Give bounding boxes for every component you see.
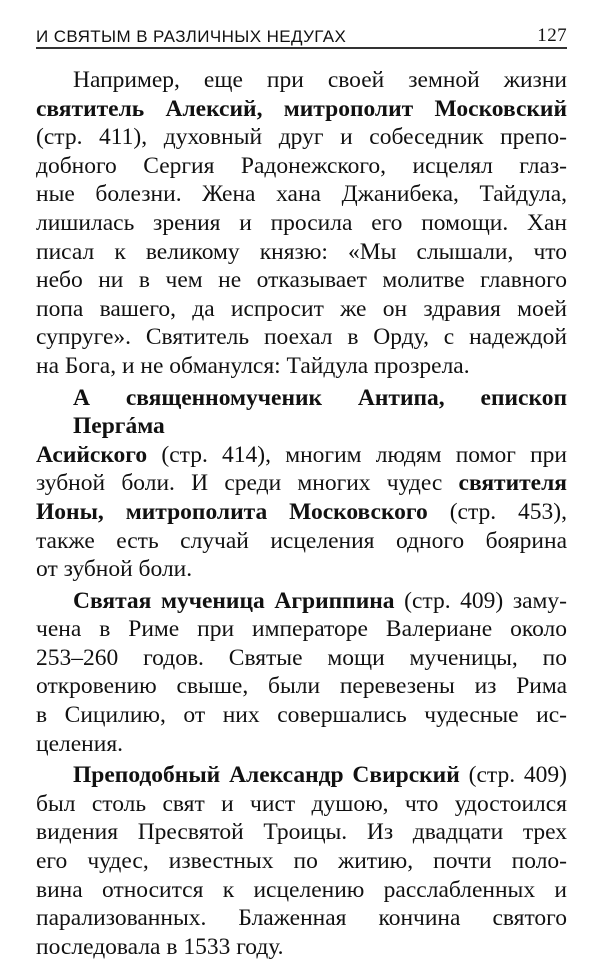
text-run: (стр. 409) xyxy=(459,762,567,789)
text-line xyxy=(36,761,567,790)
bold-name: святителя xyxy=(458,470,567,497)
text-line xyxy=(36,904,567,933)
text-line xyxy=(36,323,567,352)
text-line xyxy=(36,555,567,584)
text-line xyxy=(36,933,567,962)
text-run: чена в Риме при императоре Валериане около xyxy=(36,616,567,643)
bold-name: Святая мученица Агриппина xyxy=(73,587,395,614)
text-run: его чудес, известных по житию, почти поло- xyxy=(36,848,567,875)
text-run: 253–260 годов. Святые мощи мученицы, по xyxy=(36,644,567,671)
text-line xyxy=(36,95,567,124)
text-run: ные болезни. Жена хана Джанибека, Тайдула, xyxy=(36,181,567,208)
text-run: лишилась зрения и просила его помощи. Хан xyxy=(36,209,567,236)
text-run: также есть случай исцеления одного боярина xyxy=(36,527,567,554)
text-line xyxy=(36,818,567,847)
text-run: последовала в 1533 году. xyxy=(36,933,284,960)
paragraph xyxy=(36,384,567,584)
bold-name: святитель Алексий, митрополит Московский xyxy=(36,95,567,122)
text-run: был столь свят и чист душою, что удостоился xyxy=(36,790,567,817)
text-line xyxy=(36,790,567,819)
text-line xyxy=(36,876,567,905)
text-run: откровению свыше, были перевезены из Рима xyxy=(36,673,567,700)
bold-name: Преподобный Александр Свирский xyxy=(73,762,460,789)
running-head-title: И СВЯТЫМ В РАЗЛИЧНЫХ НЕДУГАХ xyxy=(36,27,347,46)
text-run: Например, еще при своей земной жизни xyxy=(73,67,567,93)
text-run: парализованных. Блаженная кончина святого xyxy=(36,905,567,932)
text-run: (стр. 409) заму- xyxy=(394,587,567,614)
running-head xyxy=(36,25,567,47)
text-run: (стр. 414), многим людям помог при xyxy=(147,441,567,468)
text-line xyxy=(36,352,567,381)
text-line xyxy=(36,672,567,701)
text-line xyxy=(36,66,567,95)
text-line xyxy=(36,615,567,644)
text-run: супруге». Святитель поехал в Орду, с надеждой xyxy=(36,324,567,351)
text-line xyxy=(36,266,567,295)
text-run: на Бога, и не обманулся: Тайдула прозрела. xyxy=(36,352,470,379)
text-run: добного Сергия Радонежского, исцелял глаз- xyxy=(36,152,567,179)
text-line xyxy=(36,847,567,876)
text-line xyxy=(36,209,567,238)
page-number: 127 xyxy=(537,25,567,46)
text-line xyxy=(36,123,567,152)
text-run: (стр. 453), xyxy=(427,498,567,525)
bold-name: Ионы, митрополита Московского xyxy=(36,498,428,525)
text-run: видения Пресвятой Троицы. Из двадцати трех xyxy=(36,819,567,846)
text-line xyxy=(36,527,567,556)
text-line xyxy=(36,238,567,267)
text-run: от зубной боли. xyxy=(36,556,193,583)
text-run: в Сицилию, от них совершались чудесные ис- xyxy=(36,702,567,729)
text-line xyxy=(36,730,567,759)
text-run: зубной боли. И среди многих чудес xyxy=(36,470,459,497)
text-run: (стр. 411), духовный друг и собеседник препо- xyxy=(36,124,567,151)
text-line xyxy=(36,644,567,673)
header-rule xyxy=(36,47,567,49)
text-line xyxy=(36,587,567,616)
text-line xyxy=(36,701,567,730)
text-line xyxy=(36,384,567,441)
paragraph xyxy=(36,66,567,381)
text-line xyxy=(36,152,567,181)
bold-name: А священномученик Антипа, епископ Пергáма xyxy=(73,384,567,440)
text-run: вина относится к исцелению расслабленных и xyxy=(36,876,567,903)
bold-name: Асийского xyxy=(36,441,148,468)
paragraph xyxy=(36,587,567,759)
text-line xyxy=(36,498,567,527)
paragraph xyxy=(36,761,567,961)
body-text xyxy=(36,66,567,961)
text-run: целения. xyxy=(36,730,124,757)
text-line xyxy=(36,469,567,498)
text-line xyxy=(36,441,567,470)
text-line xyxy=(36,180,567,209)
text-run: небо ни в чем не отказывает молитве главного xyxy=(36,267,567,294)
text-run: попа вашего, да испросит же он здравия моей xyxy=(36,295,567,322)
text-run: писал к великому князю: «Мы слышали, что xyxy=(36,238,567,265)
text-line xyxy=(36,295,567,324)
